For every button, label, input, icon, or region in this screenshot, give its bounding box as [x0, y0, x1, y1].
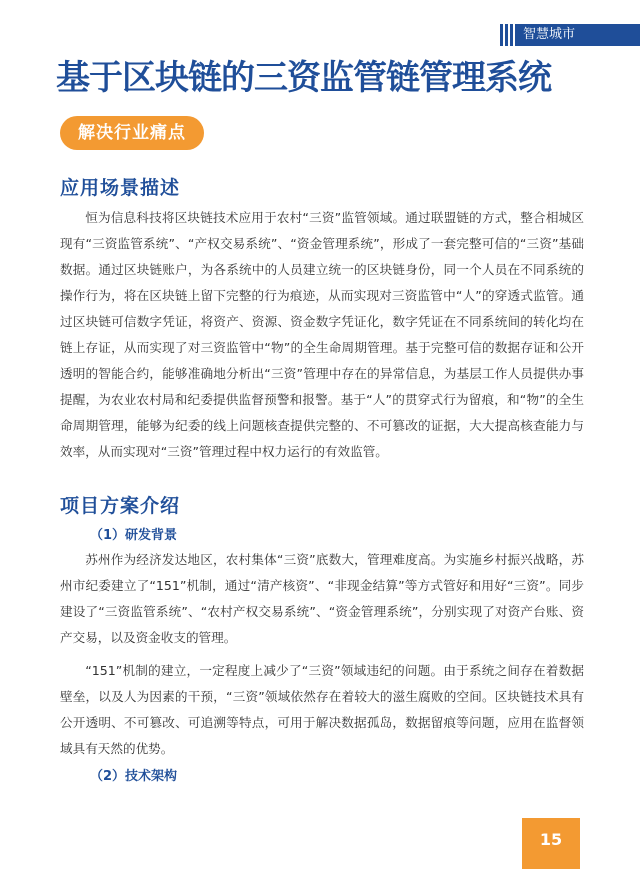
subheading-architecture: （2）技术架构 — [90, 769, 178, 784]
header-stripes — [500, 24, 513, 46]
page-title: 基于区块链的三资监管链管理系统 — [56, 58, 551, 98]
background-paragraph-2: “151”机制的建立，一定程度上减少了“三资”领域违纪的问题。由于系统之间存在着数据壁垒，以及人为因素的干预，“三资”领域依然存在着较大的滋生腐败的空间。区块链技术具有公开透明、不可篡改、可追溯等特点，可用于解决数据孤岛，数据留痕等问题，应用在监督领域具有天然的优势。 — [60, 663, 584, 756]
subheading-background: （1）研发背景 — [90, 528, 178, 543]
section-heading-scenario: 应用场景描述 — [60, 177, 181, 199]
background-paragraph-1: 苏州作为经济发达地区，农村集体“三资”底数大，管理难度高。为实施乡村振兴战略，苏州市纪委建立了“151”机制，通过“清产核资”、“非现金结算”等方式管好和用好“三资”。同步建设了“三资监管系统”、“农村产权交易系统”、“资金管理系统”，分别实现了对资产台账、资产交易，以及资金收支的管理。 — [60, 552, 584, 645]
scenario-paragraph: 恒为信息科技将区块链技术应用于农村“三资”监管领域。通过联盟链的方式，整合相城区现有“三资监管系统”、“产权交易系统”、“资金管理系统”，形成了一套完整可信的“三资”基础数据。通过区块链账户，为各系统中的人员建立统一的区块链身份，同一个人员在不同系统的操作行为，将在区块链上留下完整的行为痕迹，从而实现对三资监管中“人”的穿透式监管。通过区块链可信数字凭证，将资产、资源、资金数字凭证化，数字凭证在不同系统间的转化均在链上存证，从而实现了对三资监管中“物”的全生命周期管理。基于完整可信的数据存证和公开透明的智能合约，能够准确地分析出“三资”管理中存在的异常信息，为基层工作人员提供办事提醒，为农业农村局和纪委提供监督预警和报警。基于“人”的贯穿式行为留痕，和“物”的全生命周期管理，能够为纪委的线上问题核查提供完整的、不可篡改的证据，大大提高核查能力与效率，从而实现对“三资”管理过程中权力运行的有效监管。 — [60, 210, 584, 459]
pain-points-badge: 解决行业痛点 — [60, 116, 204, 150]
page-number: 15 — [522, 818, 580, 869]
section-heading-solution: 项目方案介绍 — [60, 495, 181, 517]
header-tag — [500, 24, 640, 46]
header-label: 智慧城市 — [515, 24, 640, 46]
